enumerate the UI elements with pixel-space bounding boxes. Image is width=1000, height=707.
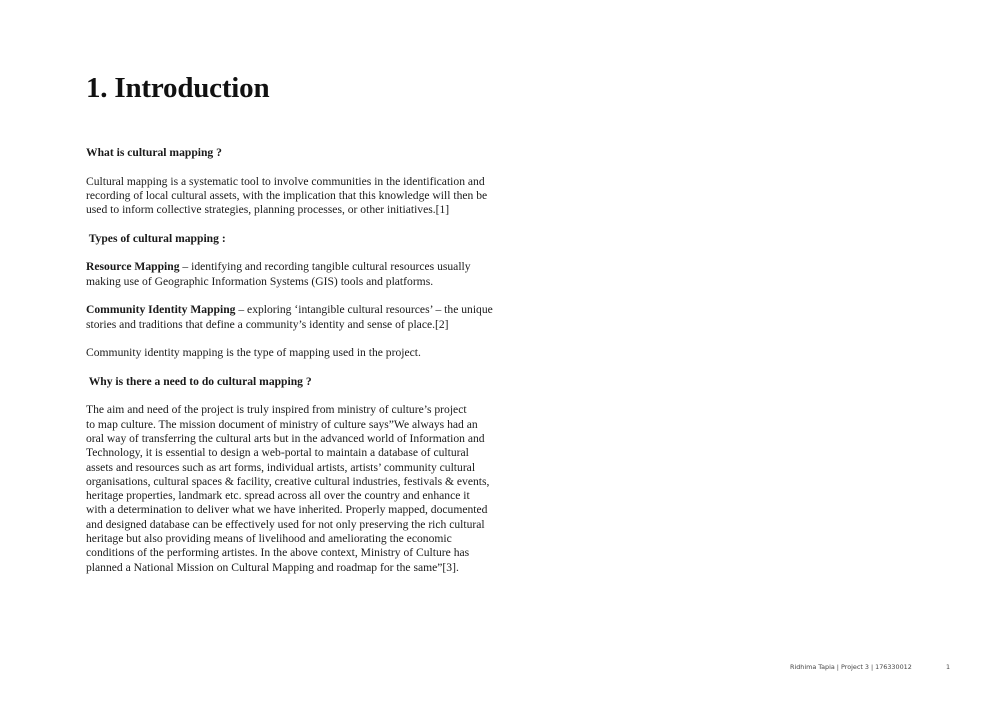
term-resource-mapping: Resource Mapping bbox=[86, 260, 180, 274]
text-line: conditions of the performing artistes. In the above context, Ministry of Culture has bbox=[86, 546, 470, 560]
text-line: stories and traditions that define a community’s identity and sense of place.[2] bbox=[86, 317, 449, 331]
heading-types-of-cultural-mapping: Types of cultural mapping : bbox=[86, 231, 226, 245]
text-line: used to inform collective strategies, planning processes, or other initiatives.[1] bbox=[86, 203, 450, 217]
term-community-identity-mapping: Community Identity Mapping bbox=[86, 303, 236, 317]
text-line: recording of local cultural assets, with the implication that this knowledge will then be bbox=[86, 188, 488, 202]
text-line: Community identity mapping is the type of mapping used in the project. bbox=[86, 346, 421, 360]
text-line: to map culture. The mission document of ministry of culture says”We always had an bbox=[86, 417, 478, 431]
text-line: making use of Geographic Information Systems (GIS) tools and platforms. bbox=[86, 274, 434, 288]
paragraph-definition bbox=[86, 175, 516, 218]
text-line: planned a National Mission on Cultural Mapping and roadmap for the same”[3]. bbox=[86, 560, 459, 574]
heading-what-is-cultural-mapping: What is cultural mapping ? bbox=[86, 146, 222, 159]
text-fragment: – identifying and recording tangible cultural resources usually bbox=[179, 260, 471, 274]
text-line: oral way of transferring the cultural arts but in the advanced world of Information and bbox=[86, 431, 485, 445]
page-number: 1 bbox=[946, 663, 951, 671]
text-line: heritage properties, landmark etc. spread across all over the country and enhance it bbox=[86, 489, 470, 503]
footer-author-info: Ridhima Tapia | Project 3 | 176330012 bbox=[790, 663, 912, 671]
text-line: assets and resources such as art forms, individual artists, artists’ community cultural bbox=[86, 460, 476, 474]
text-fragment: – exploring ‘intangible cultural resources’ – the unique bbox=[235, 303, 493, 317]
text-line: and designed database can be effectively used for not only preserving the rich cultural bbox=[86, 517, 485, 531]
text-line bbox=[86, 303, 516, 317]
text-line: The aim and need of the project is truly inspired from ministry of culture’s project bbox=[86, 403, 467, 417]
text-line: Technology, it is essential to design a web-portal to maintain a database of cultural bbox=[86, 446, 469, 460]
paragraph-resource-mapping bbox=[86, 260, 516, 289]
text-line: Cultural mapping is a systematic tool to involve communities in the identification and bbox=[86, 174, 485, 188]
text-line bbox=[86, 260, 516, 274]
paragraph-community-identity-mapping bbox=[86, 303, 516, 332]
paragraph-need bbox=[86, 403, 516, 575]
paragraph-mapping-used bbox=[86, 346, 516, 360]
page-title: 1. Introduction bbox=[86, 72, 270, 104]
heading-why-cultural-mapping: Why is there a need to do cultural mapping ? bbox=[86, 374, 312, 388]
text-line: with a determination to deliver what we have inherited. Properly mapped, documented bbox=[86, 503, 488, 517]
text-line: heritage but also providing means of livelihood and ameliorating the economic bbox=[86, 532, 452, 546]
text-line: organisations, cultural spaces & facility, creative cultural industries, festivals & events, bbox=[86, 474, 490, 488]
body-content bbox=[86, 146, 516, 589]
